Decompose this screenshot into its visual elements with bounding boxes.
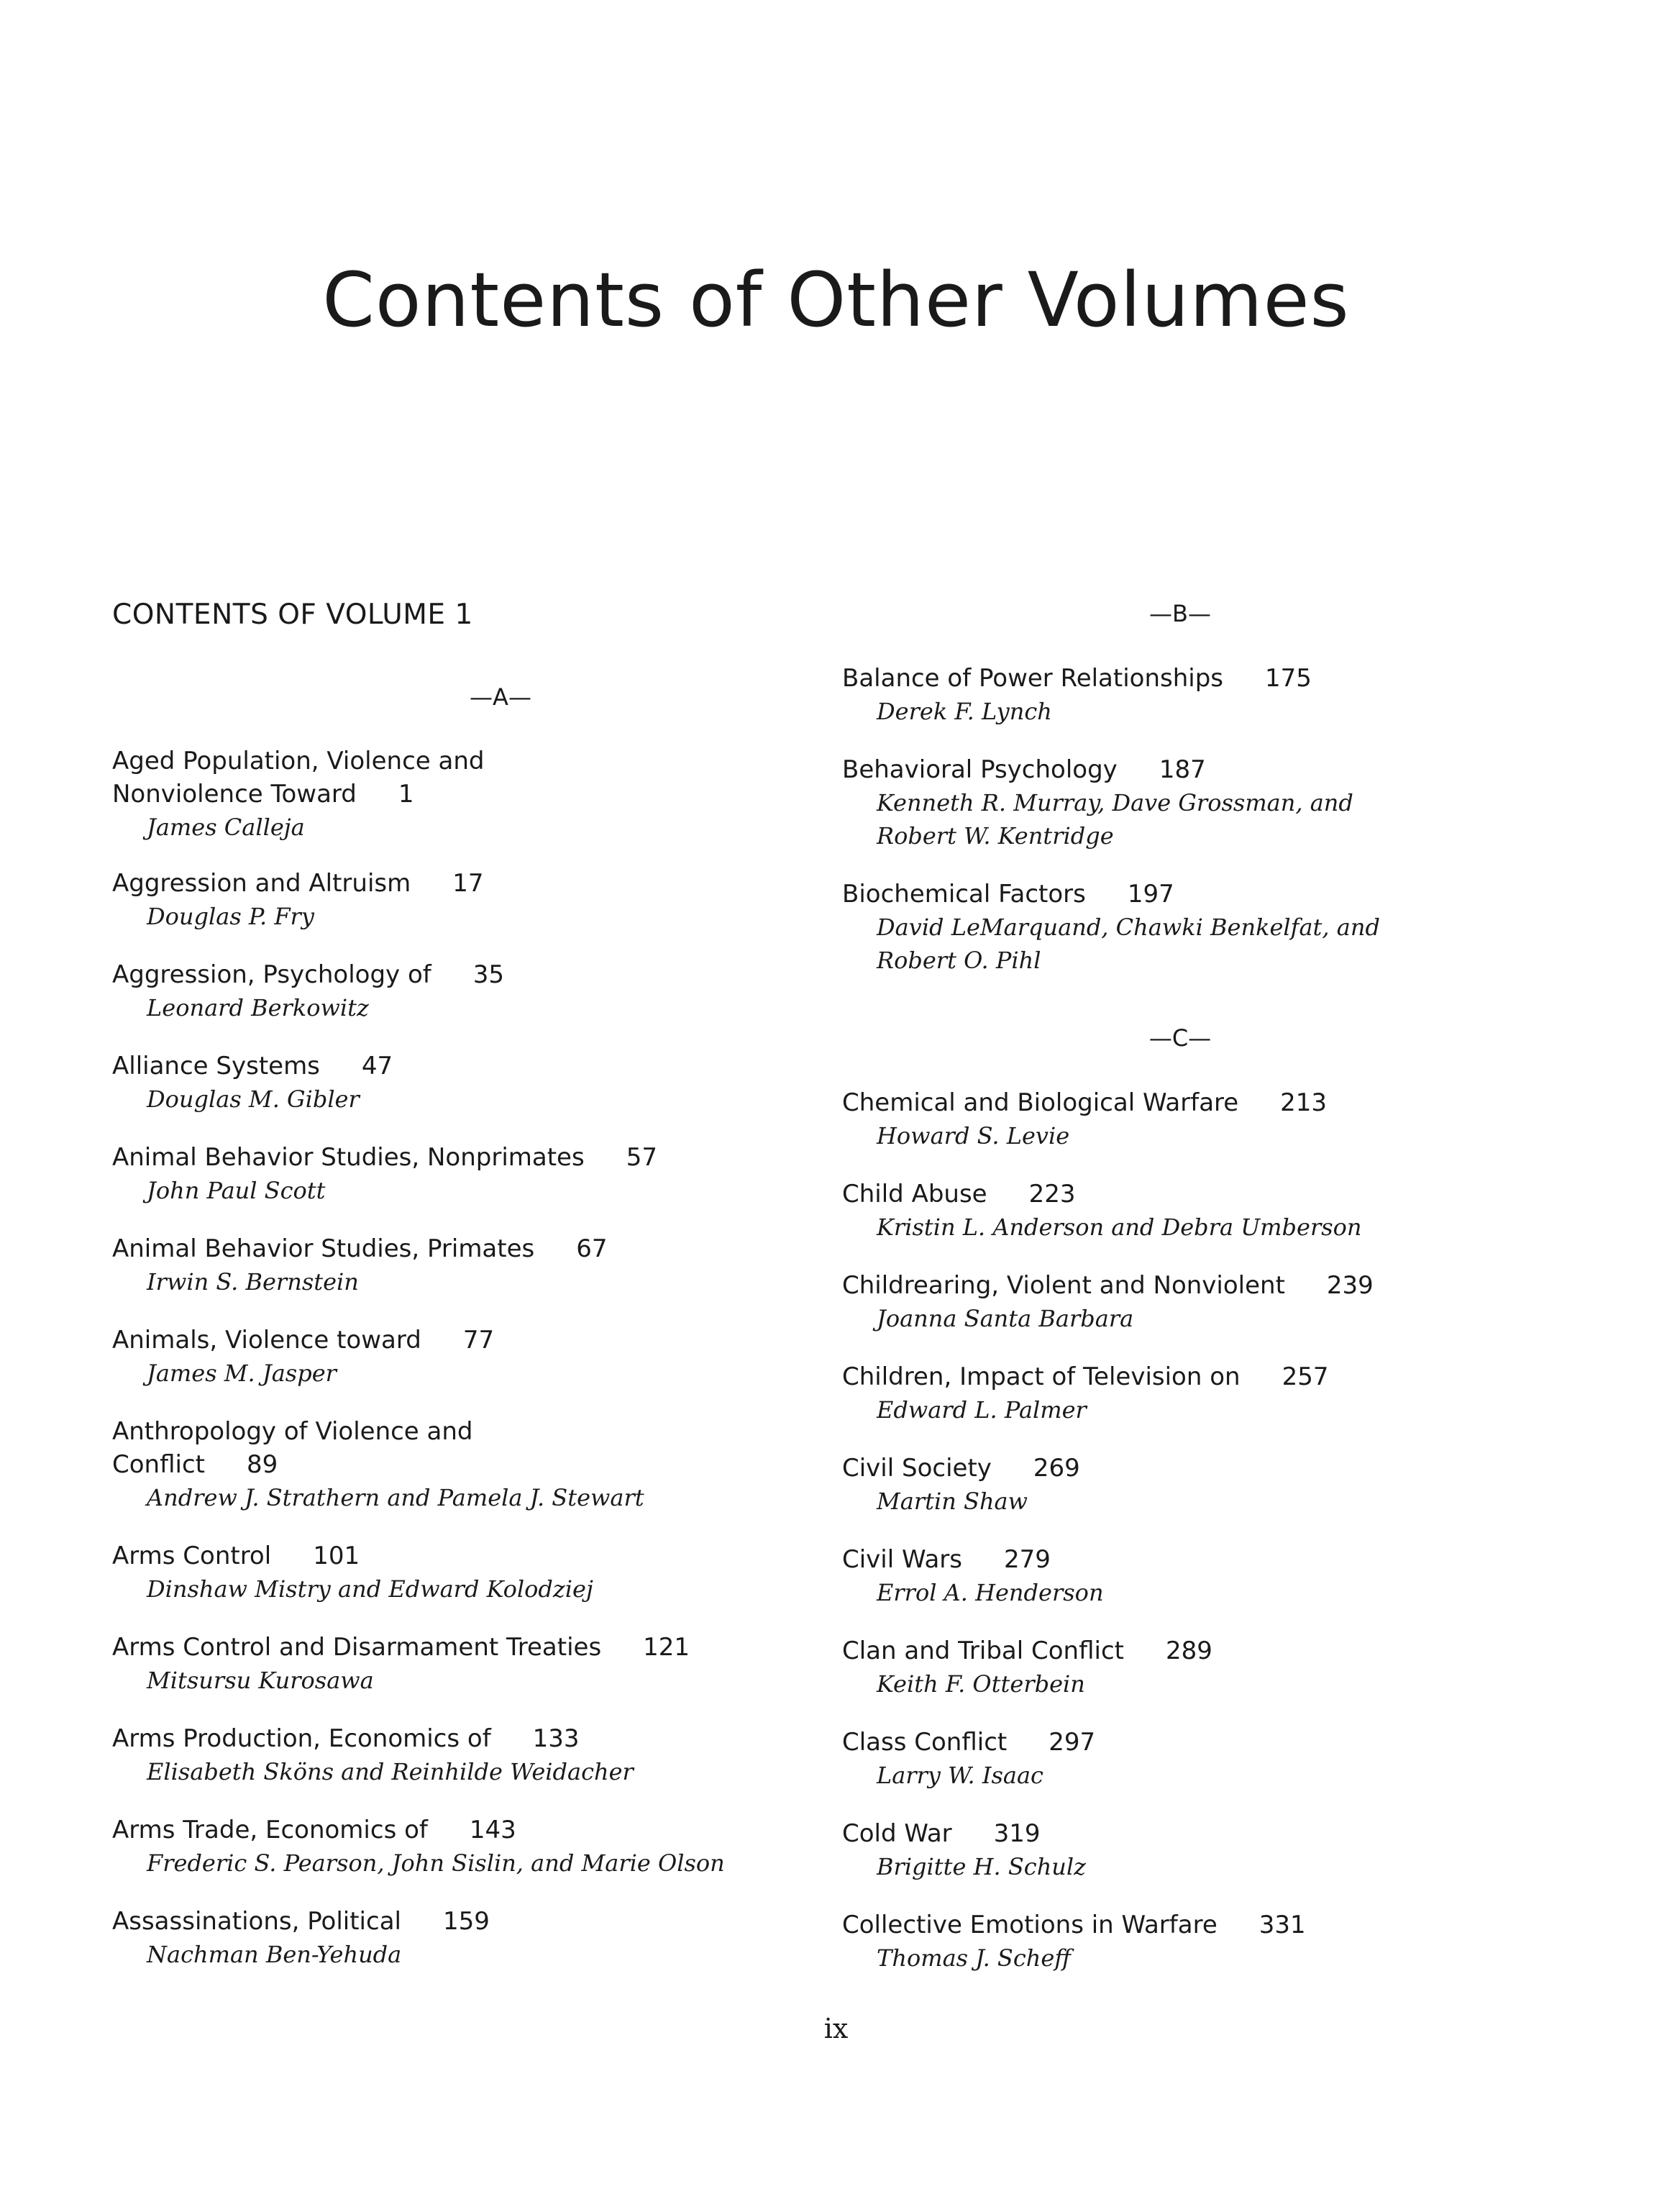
entry-author: James M. Jasper bbox=[147, 1360, 337, 1387]
entry-page: 35 bbox=[472, 960, 504, 989]
toc-entry[interactable] bbox=[112, 1722, 634, 1788]
entry-title: Animals, Violence toward bbox=[112, 1326, 421, 1355]
entry-page: 67 bbox=[576, 1234, 608, 1263]
toc-entry[interactable] bbox=[112, 867, 484, 933]
entry-page: 223 bbox=[1028, 1180, 1076, 1209]
entry-title: Animal Behavior Studies, Primates bbox=[112, 1234, 535, 1263]
page-number: ix bbox=[823, 2013, 849, 2044]
toc-entry[interactable] bbox=[112, 1415, 644, 1514]
entry-title: Aggression, Psychology of bbox=[112, 960, 431, 989]
entry-page: 101 bbox=[313, 1542, 360, 1570]
entry-page: 159 bbox=[442, 1907, 490, 1936]
entry-title: Aggression and Altruism bbox=[112, 869, 411, 898]
entry-author: Irwin S. Bernstein bbox=[147, 1268, 359, 1296]
entry-author: Robert O. Pihl bbox=[877, 947, 1041, 974]
toc-entry[interactable] bbox=[842, 1360, 1328, 1426]
toc-entry[interactable] bbox=[842, 753, 1353, 852]
entry-author: Douglas P. Fry bbox=[147, 903, 314, 930]
entry-author: Brigitte H. Schulz bbox=[877, 1853, 1086, 1880]
entry-title: Childrearing, Violent and Nonviolent bbox=[842, 1271, 1285, 1300]
section-letter-b: —B— bbox=[1149, 600, 1211, 627]
toc-entry[interactable] bbox=[842, 1726, 1095, 1792]
entry-title: Class Conflict bbox=[842, 1728, 1008, 1757]
toc-entry[interactable] bbox=[112, 1905, 490, 1971]
entry-author: Robert W. Kentridge bbox=[877, 822, 1114, 850]
entry-author: Kenneth R. Murray, Dave Grossman, and bbox=[877, 789, 1353, 816]
entry-title: Assassinations, Political bbox=[112, 1907, 401, 1936]
entry-title: Chemical and Biological Warfare bbox=[842, 1088, 1239, 1117]
entry-title: Children, Impact of Television on bbox=[842, 1362, 1241, 1391]
toc-entry[interactable] bbox=[112, 1232, 608, 1298]
toc-entry[interactable] bbox=[842, 662, 1312, 728]
section-letter-a: —A— bbox=[470, 683, 531, 711]
entry-title: Clan and Tribal Conflict bbox=[842, 1637, 1124, 1665]
entry-page: 121 bbox=[643, 1633, 690, 1662]
entry-page: 331 bbox=[1258, 1911, 1306, 1939]
toc-entry[interactable] bbox=[842, 878, 1380, 977]
entry-title: Cold War bbox=[842, 1819, 952, 1848]
entry-author: Derek F. Lynch bbox=[877, 698, 1052, 725]
entry-author: Thomas J. Scheff bbox=[877, 1944, 1071, 1972]
entry-page: 175 bbox=[1265, 664, 1312, 693]
entry-author: Martin Shaw bbox=[877, 1488, 1028, 1515]
entry-title: Arms Production, Economics of bbox=[112, 1724, 491, 1753]
toc-entry[interactable] bbox=[842, 1086, 1327, 1152]
entry-author: Kristin L. Anderson and Debra Umberson bbox=[877, 1214, 1362, 1241]
entry-page: 257 bbox=[1282, 1362, 1329, 1391]
entry-page: 297 bbox=[1049, 1728, 1096, 1757]
section-letter-c: —C— bbox=[1148, 1024, 1212, 1052]
entry-page: 57 bbox=[626, 1143, 657, 1172]
entry-author: John Paul Scott bbox=[147, 1177, 326, 1204]
toc-entry[interactable] bbox=[842, 1178, 1362, 1244]
entry-title: Biochemical Factors bbox=[842, 880, 1086, 909]
toc-entry[interactable] bbox=[112, 1539, 593, 1606]
entry-author: Elisabeth Sköns and Reinhilde Weidacher bbox=[147, 1758, 634, 1785]
entry-title: Civil Society bbox=[842, 1454, 992, 1483]
entry-page: 1 bbox=[398, 780, 414, 809]
entry-page: 279 bbox=[1003, 1545, 1051, 1574]
entry-author: Joanna Santa Barbara bbox=[877, 1305, 1134, 1332]
toc-entry[interactable] bbox=[842, 1908, 1306, 1975]
volume-heading: CONTENTS OF VOLUME 1 bbox=[112, 598, 473, 631]
entry-title: Nonviolence Toward bbox=[112, 780, 357, 809]
toc-entry[interactable] bbox=[842, 1817, 1086, 1883]
entry-author: Douglas M. Gibler bbox=[147, 1085, 360, 1113]
entry-title: Collective Emotions in Warfare bbox=[842, 1911, 1218, 1939]
entry-author: Larry W. Isaac bbox=[877, 1762, 1043, 1789]
entry-page: 269 bbox=[1033, 1454, 1080, 1483]
entry-title: Civil Wars bbox=[842, 1545, 962, 1574]
entry-page: 239 bbox=[1326, 1271, 1374, 1300]
toc-entry[interactable] bbox=[112, 1141, 657, 1207]
entry-title: Anthropology of Violence and bbox=[112, 1417, 473, 1446]
entry-title: Arms Trade, Economics of bbox=[112, 1816, 428, 1844]
entry-title: Balance of Power Relationships bbox=[842, 664, 1224, 693]
entry-title: Behavioral Psychology bbox=[842, 755, 1118, 784]
entry-author: Edward L. Palmer bbox=[877, 1396, 1087, 1424]
toc-entry[interactable] bbox=[112, 1813, 725, 1880]
toc-entry[interactable] bbox=[112, 1324, 494, 1390]
entry-author: Howard S. Levie bbox=[877, 1122, 1070, 1150]
entry-author: Mitsursu Kurosawa bbox=[147, 1667, 374, 1694]
entry-page: 213 bbox=[1280, 1088, 1328, 1117]
entry-page: 77 bbox=[462, 1326, 495, 1355]
entry-page: 289 bbox=[1166, 1637, 1212, 1665]
entry-title: Conflict bbox=[112, 1450, 205, 1479]
toc-entry[interactable] bbox=[112, 1050, 393, 1116]
entry-author: James Calleja bbox=[147, 814, 305, 841]
entry-page: 187 bbox=[1159, 755, 1206, 784]
entry-title: Animal Behavior Studies, Nonprimates bbox=[112, 1143, 585, 1172]
toc-entry[interactable] bbox=[112, 958, 504, 1024]
entry-title: Arms Control bbox=[112, 1542, 272, 1570]
entry-title: Child Abuse bbox=[842, 1180, 987, 1209]
toc-entry[interactable] bbox=[112, 745, 484, 844]
entry-page: 143 bbox=[469, 1816, 516, 1844]
entry-title: Arms Control and Disarmament Treaties bbox=[112, 1633, 602, 1662]
entry-author: Keith F. Otterbein bbox=[877, 1670, 1085, 1698]
entry-author: Leonard Berkowitz bbox=[147, 994, 369, 1021]
entry-page: 89 bbox=[246, 1450, 278, 1479]
entry-page: 47 bbox=[361, 1052, 393, 1080]
entry-author: Frederic S. Pearson, John Sislin, and Marie Olson bbox=[147, 1849, 725, 1877]
entry-page: 133 bbox=[532, 1724, 580, 1753]
page-title: Contents of Other Volumes bbox=[322, 256, 1350, 344]
entry-author: David LeMarquand, Chawki Benkelfat, and bbox=[877, 914, 1380, 941]
entry-author: Andrew J. Strathern and Pamela J. Stewart bbox=[147, 1484, 644, 1511]
toc-entry[interactable] bbox=[112, 1631, 690, 1697]
entry-page: 319 bbox=[993, 1819, 1041, 1848]
toc-entry[interactable] bbox=[842, 1269, 1374, 1335]
entry-page: 17 bbox=[452, 869, 484, 898]
entry-page: 197 bbox=[1127, 880, 1174, 909]
toc-entry[interactable] bbox=[842, 1634, 1212, 1701]
toc-entry[interactable] bbox=[842, 1452, 1080, 1518]
toc-entry[interactable] bbox=[842, 1543, 1104, 1609]
entry-author: Nachman Ben-Yehuda bbox=[147, 1941, 402, 1968]
entry-author: Dinshaw Mistry and Edward Kolodziej bbox=[147, 1575, 593, 1603]
entry-title: Alliance Systems bbox=[112, 1052, 320, 1080]
entry-title: Aged Population, Violence and bbox=[112, 747, 485, 775]
entry-author: Errol A. Henderson bbox=[877, 1579, 1104, 1606]
